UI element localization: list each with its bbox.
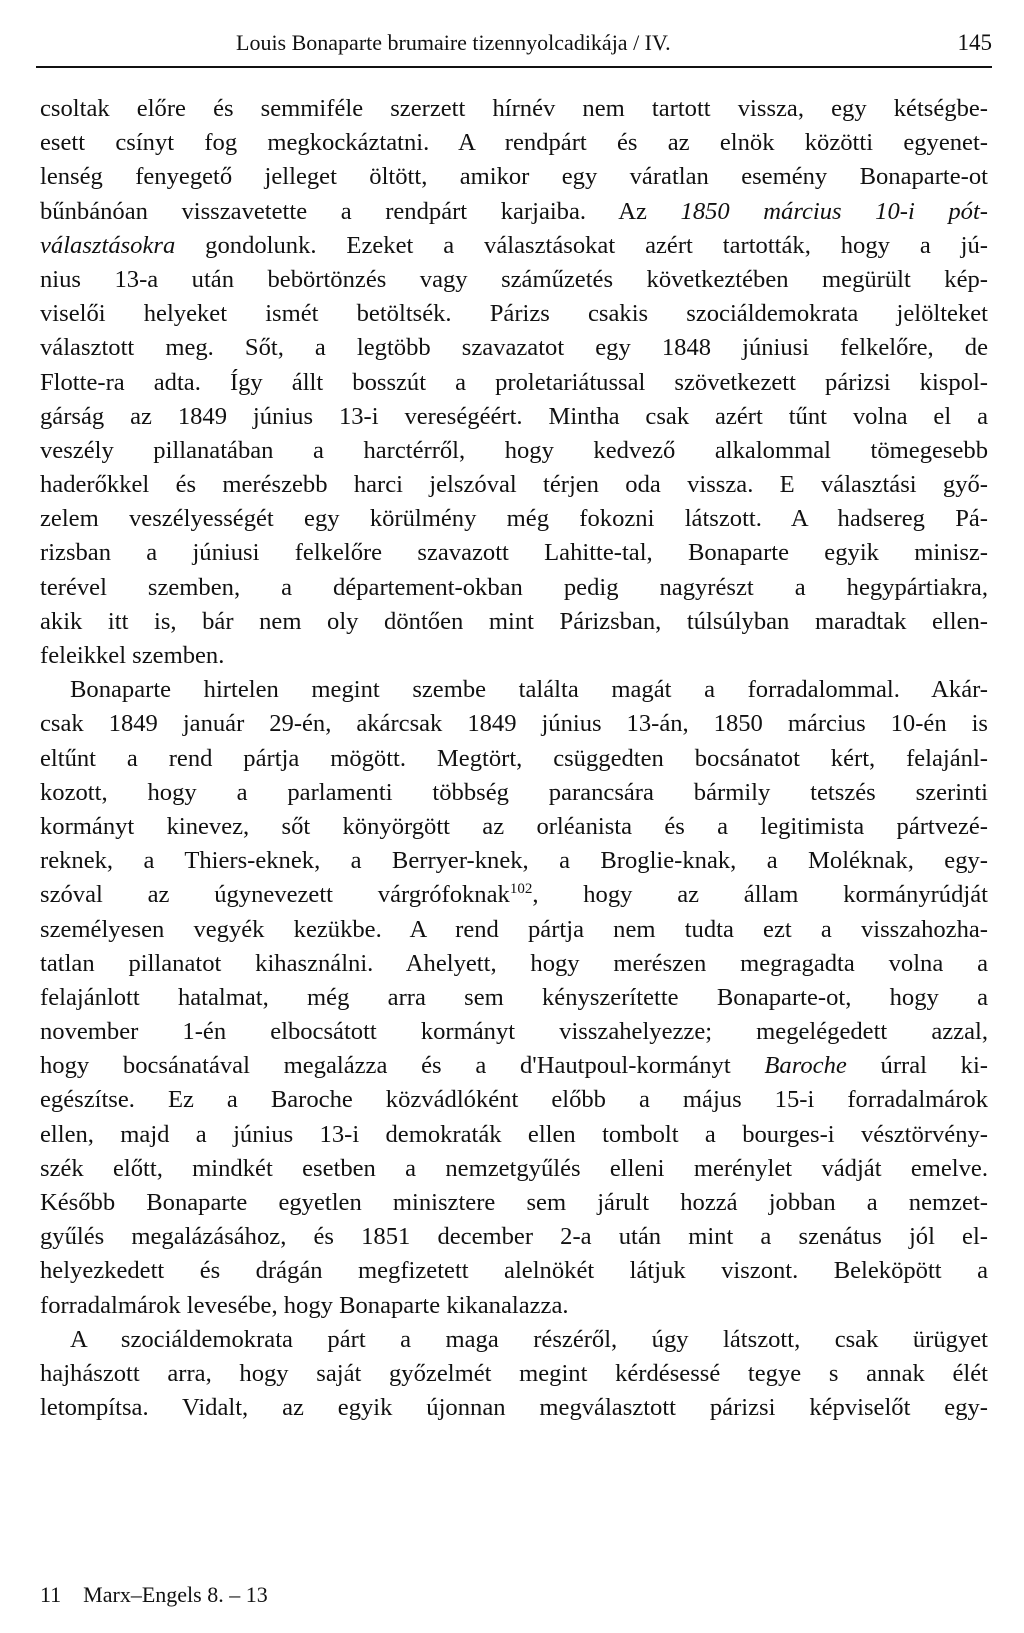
text-line: egészítse. Ez a Baroche közvádlóként előbb a május 15-i forradalmárok	[40, 1086, 988, 1114]
text-span: , hogy az állam kormányrúdját	[532, 881, 988, 909]
text-line	[40, 229, 988, 263]
footnote-reference[interactable]: 102	[509, 881, 533, 898]
text-line: akik itt is, bár nem oly döntően mint Párizsban, túlsúlyban maradtak ellen-	[40, 607, 988, 635]
text-line: reknek, a Thiers-eknek, a Berryer-knek, a Broglie-knak, a Moléknak, egy-	[40, 847, 988, 875]
text-line: esett csínyt fog megkockáztatni. A rendpárt és az elnök közötti egyenet-	[40, 129, 988, 157]
emphasis-text: 1850 március 10-i pót-	[680, 197, 988, 225]
text-span: szóval az úgynevezett várgrófoknak	[40, 881, 510, 909]
text-span: hogy bocsánatával megalázza és a d'Hautpoul-kormányt	[40, 1052, 765, 1080]
text-line	[40, 1049, 988, 1083]
text-line: tatlan pillanatot kihasználni. Ahelyett, hogy merészen megragadta volna a	[40, 949, 988, 977]
text-line	[40, 195, 988, 229]
text-line: november 1-én elbocsátott kormányt visszahelyezze; megelégedett azzal,	[40, 1018, 988, 1046]
text-line: hajhászott arra, hogy saját győzelmét megint kérdésessé tegye s annak élét	[40, 1359, 988, 1387]
text-span: bűnbánóan visszavetette a rendpárt karjaiba. Az	[40, 197, 681, 225]
text-line: csoltak előre és semmiféle szerzett hírnév nem tartott vissza, egy kétségbe-	[40, 95, 988, 122]
text-span: úrral ki-	[846, 1052, 988, 1080]
paragraph	[40, 92, 988, 673]
text-span: gondolunk. Ezeket a választásokat azért tartották, hogy a jú-	[205, 231, 988, 259]
text-line: haderőkkel és merészebb harci jelszóval térjen oda vissza. E választási győ-	[40, 471, 988, 499]
text-line: nius 13-a után bebörtönzés vagy száműzetés következtében megürült kép-	[40, 265, 988, 293]
text-line: zelem veszélyességét egy körülmény még fokozni látszott. A hadsereg Pá-	[40, 505, 988, 533]
text-line: viselői helyeket ismét betöltsék. Párizs csakis szociáldemokrata jelölteket	[40, 300, 988, 328]
text-line: választott meg. Sőt, a legtöbb szavazatot egy 1848 júniusi felkelőre, de	[40, 334, 988, 362]
text-line: gyűlés megalázásához, és 1851 december 2-a után mint a szenátus jól el-	[40, 1223, 988, 1251]
emphasis-text: Baroche	[764, 1052, 847, 1080]
text-line: Flotte-ra adta. Így állt bosszút a proletariátussal szövetkezett párizsi kispol-	[40, 368, 988, 396]
text-line: A szociáldemokrata párt a maga részéről, úgy látszott, csak ürügyet	[70, 1325, 988, 1353]
text-line: Később Bonaparte egyetlen minisztere sem járult hozzá jobban a nemzet-	[40, 1189, 988, 1216]
paragraph	[40, 1323, 988, 1426]
text-line: gárság az 1849 június 13-i vereségéért. Mintha csak azért tűnt volna el a	[40, 402, 988, 430]
text-line: feleikkel szemben.	[40, 642, 225, 669]
signature-line: 11 Marx–Engels 8. – 13	[40, 1582, 268, 1607]
page-header	[36, 16, 992, 68]
text-line: forradalmárok levesébe, hogy Bonaparte kikanalazza.	[40, 1291, 569, 1319]
text-line: rizsban a júniusi felkelőre szavazott Lahitte-tal, Bonaparte egyik minisz-	[40, 539, 988, 567]
text-line: felajánlott hatalmat, még arra sem kényszerítette Bonaparte-ot, hogy a	[40, 983, 988, 1011]
text-line: szék előtt, mindkét esetben a nemzetgyűlés elleni merénylet vádját emelve.	[40, 1154, 988, 1182]
text-line: Bonaparte hirtelen megint szembe találta magát a forradalommal. Akár-	[70, 676, 988, 704]
text-line: veszély pillanatában a harctérről, hogy kedvező alkalommal tömegesebb	[40, 436, 988, 464]
text-line: személyesen vegyék kezükbe. A rend pártja nem tudta ezt a visszahozha-	[40, 915, 988, 943]
text-line: eltűnt a rend pártja mögött. Megtört, csüggedten bocsánatot kért, felajánl-	[40, 744, 988, 772]
body-text	[40, 92, 988, 1425]
text-line: kormányt kinevez, sőt könyörgött az orléanista és a legitimista pártvezé-	[40, 812, 988, 840]
text-line: terével szemben, a département-okban pedig nagyrészt a hegypártiakra,	[40, 573, 988, 601]
text-line: ellen, majd a június 13-i demokraták ellen tombolt a bourges-i vésztörvény-	[40, 1120, 988, 1148]
emphasis-text: választásokra	[40, 231, 176, 259]
text-line: helyezkedett és drágán megfizetett alelnökét látjuk viszont. Beleköpött a	[40, 1257, 988, 1285]
text-line: letompítsa. Vidalt, az egyik újonnan megválasztott párizsi képviselőt egy-	[40, 1394, 988, 1422]
text-line: csak 1849 január 29-én, akárcsak 1849 június 13-án, 1850 március 10-én is	[40, 710, 988, 738]
text-line: kozott, hogy a parlamenti többség parancsára bármily tetszés szerinti	[40, 778, 988, 806]
text-line	[40, 878, 988, 912]
text-line: lenség fenyegető jelleget öltött, amikor egy váratlan esemény Bonaparte-ot	[40, 163, 988, 191]
running-title: Louis Bonaparte brumaire tizennyolcadikája / IV.	[236, 30, 671, 55]
page-number: 145	[957, 30, 992, 55]
paragraph	[40, 673, 988, 1323]
